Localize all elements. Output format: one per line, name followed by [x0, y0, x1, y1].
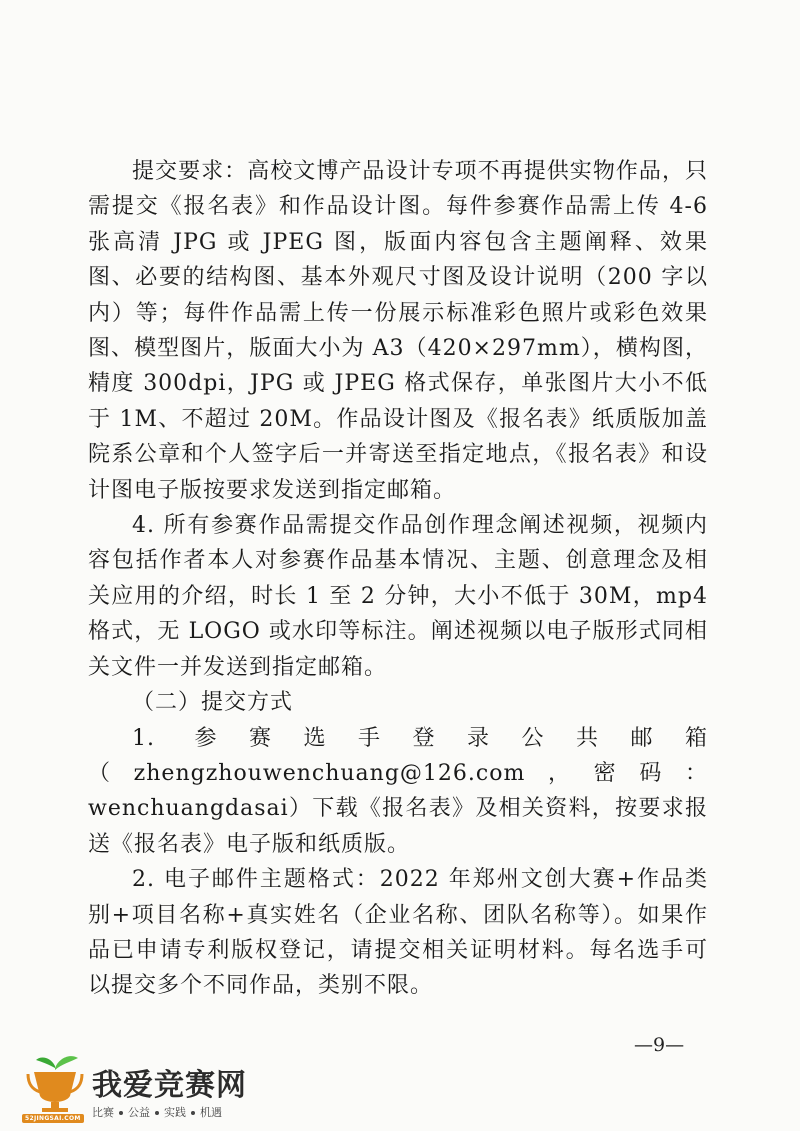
- page-number: —9—: [634, 1034, 685, 1056]
- paragraph-public-mailbox: 1. 参赛选手登录公共邮箱（zhengzhouwenchuang@126.com，密码：wenchuangdasai）下载《报名表》及相关资料，按要求报送《报名表》电子版和纸质版。: [88, 725, 708, 857]
- paragraph-email-subject-format: 2. 电子邮件主题格式：2022 年郑州文创大赛+作品类别+项目名称+真实姓名（企业名称、团队名称等）。如果作品已申请专利版权登记，请提交相关证明材料。每名选手可以提交多个不同作品，类别不限。: [88, 867, 708, 999]
- slogan-item: 比赛: [92, 1106, 114, 1119]
- watermark-title: 我爱竞赛网: [92, 1068, 247, 1103]
- separator-dot: [191, 1111, 195, 1115]
- document-body: [88, 154, 708, 1004]
- watermark-site: 52JINGSAI.COM: [22, 1114, 84, 1123]
- paragraph-submission-requirements: 提交要求：高校文博产品设计专项不再提供实物作品，只需提交《报名表》和作品设计图。每件参赛作品需上传 4-6 张高清 JPG 或 JPEG 图，版面内容包含主题阐释、效果图、必要的结构图、基本外观尺寸图及设计说明（200 字以内）等；每件作品需上传一份展示标准彩色照片或彩色效果图、模型图片，版面大小为 A3（420×297mm），横构图，精度 300dpi，JPG 或 JPEG 格式保存，单张图片大小不低于 1M、不超过 20M。作品设计图及《报名表》纸质版加盖院系公章和个人签字后一并寄送至指定地点，《报名表》和设计图电子版按要求发送到指定邮箱。: [88, 159, 708, 503]
- separator-dot: [155, 1111, 159, 1115]
- section-heading-submission-method: （二）提交方式: [132, 690, 294, 716]
- slogan-item: 机遇: [200, 1106, 222, 1119]
- slogan-item: 公益: [128, 1106, 150, 1119]
- separator-dot: [119, 1111, 123, 1115]
- watermark-slogan: [92, 1104, 222, 1120]
- slogan-item: 实践: [164, 1106, 186, 1119]
- watermark-logo: [22, 1052, 282, 1126]
- paragraph-video-requirement: 4. 所有参赛作品需提交作品创作理念阐述视频，视频内容包括作者本人对参赛作品基本情况、主题、创意理念及相关应用的介绍，时长 1 至 2 分钟，大小不低于 30M，mp4 格式，无 LOGO 或水印等标注。阐述视频以电子版形式同相关文件一并发送到指定邮箱。: [88, 513, 708, 680]
